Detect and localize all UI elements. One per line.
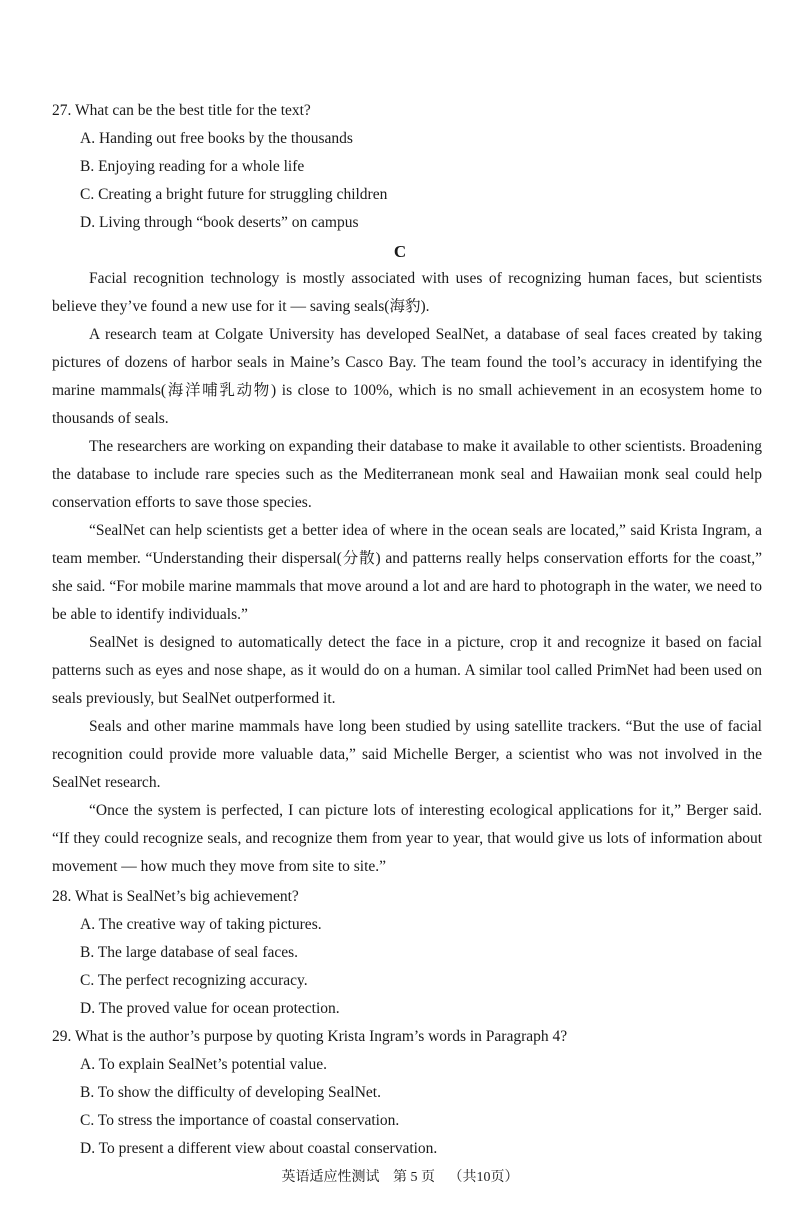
question-29-option-a: A. To explain SealNet’s potential value. <box>80 1056 328 1073</box>
footer-exam-title: 英语适应性测试 <box>281 1170 380 1185</box>
question-28-option-b: B. The large database of seal faces. <box>80 944 299 961</box>
passage-paragraph-5: SealNet is designed to automatically detect the face in a picture, crop it and recognize it based on facial patterns such as eyes and nose shape, as it would do on a human. A similar tool called PrimNet had been used on seals previously, but SealNet outperformed it. <box>52 634 762 707</box>
question-29-option-d: D. To present a different view about coastal conservation. <box>80 1140 438 1157</box>
question-29-option-c: C. To stress the importance of coastal conservation. <box>80 1112 400 1129</box>
question-28-option-a: A. The creative way of taking pictures. <box>80 916 322 933</box>
page-footer <box>0 1166 800 1186</box>
passage-paragraph-6: Seals and other marine mammals have long been studied by using satellite trackers. “But the use of facial recognition could provide more valuable data,” said Michelle Berger, a scientist who was not involved in the SealNet research. <box>52 718 762 791</box>
passage-paragraph-1: Facial recognition technology is mostly associated with uses of recognizing human faces, but scientists believe they’ve found a new use for it — saving seals(海豹). <box>52 270 762 315</box>
question-27-option-a: A. Handing out free books by the thousands <box>80 130 353 147</box>
question-27-option-d: D. Living through “book deserts” on campus <box>80 214 359 231</box>
question-28-option-d: D. The proved value for ocean protection. <box>80 1000 340 1017</box>
passage-paragraph-3: The researchers are working on expanding their database to make it available to other scientists. Broadening the database to include rare species such as the Mediterranean monk seal and Hawaiian monk seal could help conservation efforts to save those species. <box>52 438 762 511</box>
passage-paragraph-4: “SealNet can help scientists get a better idea of where in the ocean seals are located,” said Krista Ingram, a team member. “Understanding their dispersal(分散) and patterns really helps conservation efforts for the coast,” she said. “For mobile marine mammals that move around a lot and are hard to photograph in the water, we need to be able to identify individuals.” <box>52 522 762 623</box>
question-27-option-c: C. Creating a bright future for struggling children <box>80 186 388 203</box>
question-28-option-c: C. The perfect recognizing accuracy. <box>80 972 308 989</box>
footer-page-number: 第 5 页 <box>393 1170 435 1185</box>
passage-paragraph-7: “Once the system is perfected, I can picture lots of interesting ecological applications for it,” Berger said. “If they could recognize seals, and recognize them from year to year, that would give us lots of information about movement — how much they move from site to site.” <box>52 802 762 875</box>
question-29-option-b: B. To show the difficulty of developing SealNet. <box>80 1084 381 1101</box>
question-28-stem: 28. What is SealNet’s big achievement? <box>52 888 299 905</box>
question-27-stem: 27. What can be the best title for the text? <box>52 102 311 119</box>
question-29-stem: 29. What is the author’s purpose by quoting Krista Ingram’s words in Paragraph 4? <box>52 1028 568 1045</box>
question-27-option-b: B. Enjoying reading for a whole life <box>80 158 305 175</box>
passage-paragraph-2: A research team at Colgate University has developed SealNet, a database of seal faces created by taking pictures of dozens of harbor seals in Maine’s Casco Bay. The team found the tool’s accuracy in identifying the marine mammals(海洋哺乳动物) is close to 100%, which is no small achievement in an ecosystem home to thousands of seals. <box>52 326 762 427</box>
section-heading: C <box>393 242 407 261</box>
footer-total-pages: （共10页） <box>448 1170 519 1185</box>
